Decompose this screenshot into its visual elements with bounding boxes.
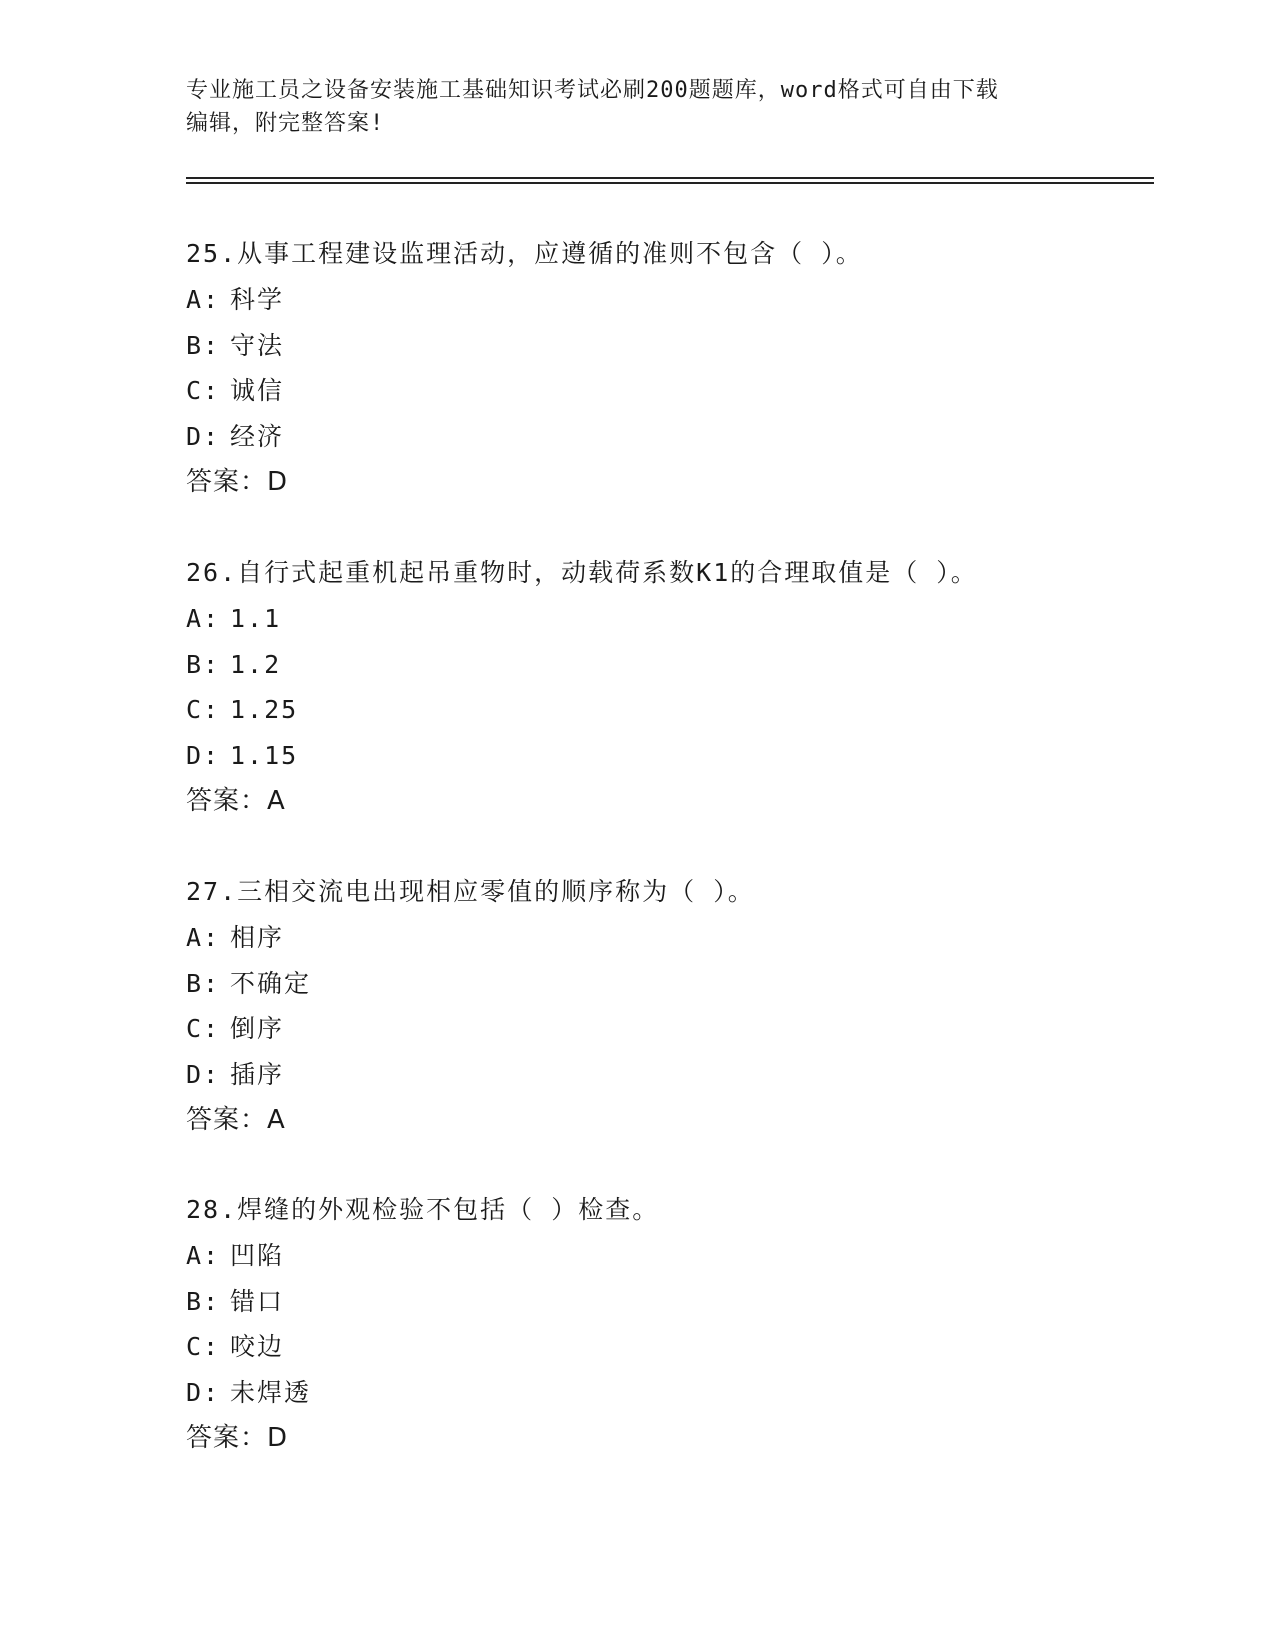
option-key: A: [186, 604, 221, 633]
option-text: 1.2 [230, 649, 282, 679]
option-key: D: [186, 740, 221, 770]
option-d [186, 1370, 1146, 1416]
question-28 [186, 1187, 1146, 1461]
option-key: C: [186, 695, 221, 724]
option-text: 科学 [230, 285, 285, 314]
option-d [186, 414, 1146, 460]
option-b [186, 323, 1146, 369]
option-a [186, 596, 1146, 642]
option-b [186, 1279, 1146, 1325]
option-key: A: [186, 923, 221, 952]
option-text: 诚信 [230, 376, 285, 405]
option-key: B: [186, 649, 221, 679]
option-c [186, 1324, 1146, 1370]
option-key: D: [186, 421, 221, 451]
option-text: 1.25 [230, 695, 299, 724]
option-text: 错口 [230, 1286, 285, 1316]
question-25 [186, 231, 1146, 505]
option-text: 未焊透 [230, 1377, 312, 1407]
question-stem: 25.从事工程建设监理活动，应遵循的准则不包含（ ）。 [186, 239, 863, 268]
option-key: C: [186, 376, 221, 405]
option-text: 不确定 [230, 968, 312, 998]
option-text: 倒序 [230, 1014, 285, 1043]
question-stem: 27.三相交流电出现相应零值的顺序称为（ ）。 [186, 877, 755, 906]
option-key: B: [186, 330, 221, 360]
option-key: B: [186, 968, 221, 998]
option-key: D: [186, 1377, 221, 1407]
header-title-line-1: 专业施工员之设备安装施工基础知识考试必刷200题题库，word格式可自由下载 [186, 78, 999, 103]
question-26 [186, 550, 1146, 824]
option-c [186, 687, 1146, 733]
answer-line: 答案：D [186, 467, 289, 497]
option-d [186, 733, 1146, 779]
option-text: 经济 [230, 421, 285, 451]
header-divider-bottom [186, 182, 1154, 184]
option-text: 凹陷 [230, 1241, 285, 1270]
answer-line: 答案：A [186, 1105, 286, 1135]
option-text: 守法 [230, 330, 285, 360]
option-text: 咬边 [230, 1332, 285, 1361]
option-b [186, 961, 1146, 1007]
option-key: A: [186, 1241, 221, 1270]
option-b [186, 642, 1146, 688]
answer-line: 答案：D [186, 1423, 289, 1453]
option-text: 相序 [230, 923, 285, 952]
option-d [186, 1052, 1146, 1098]
answer-line: 答案：A [186, 786, 286, 816]
header-title-line-2: 编辑，附完整答案! [186, 111, 385, 136]
option-c [186, 368, 1146, 414]
option-key: C: [186, 1014, 221, 1043]
option-text: 1.1 [230, 604, 282, 633]
option-key: B: [186, 1286, 221, 1316]
option-text: 1.15 [230, 740, 299, 770]
option-key: A: [186, 285, 221, 314]
question-stem: 26.自行式起重机起吊重物时，动载荷系数K1的合理取值是（ ）。 [186, 558, 978, 587]
header-divider-top [186, 177, 1154, 179]
option-key: C: [186, 1332, 221, 1361]
document-header [186, 74, 1086, 140]
option-a [186, 277, 1146, 323]
question-stem: 28.焊缝的外观检验不包括（ ）检查。 [186, 1195, 660, 1224]
option-a [186, 1233, 1146, 1279]
option-a [186, 915, 1146, 961]
option-key: D: [186, 1059, 221, 1089]
option-c [186, 1006, 1146, 1052]
option-text: 插序 [230, 1059, 285, 1089]
question-27 [186, 869, 1146, 1143]
